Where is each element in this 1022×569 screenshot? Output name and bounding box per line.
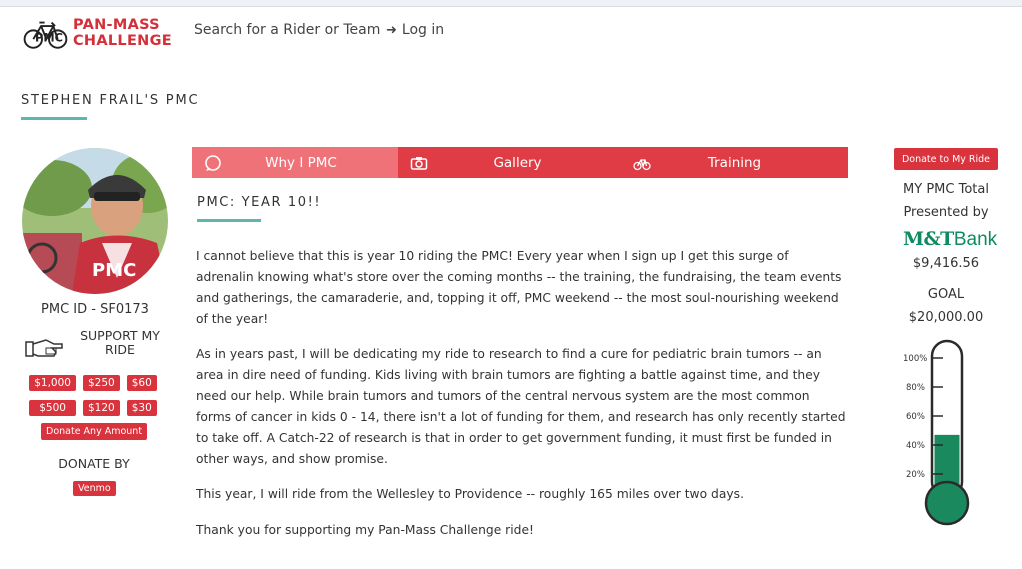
venmo-button[interactable]: Venmo [73, 481, 116, 496]
tab-training[interactable] [621, 147, 848, 178]
browser-top-bar [0, 0, 1022, 7]
donate-by-label: DONATE BY [58, 456, 130, 471]
story-paragraph: As in years past, I will be dedicating my ride to research to find a cure for pediatric brain tumors -- an area in dire need of funding. Kids living with brain tumors are fighting a battle against time, and they need our help. While brain tumors and tumors of the central nervous system are the most common forms of cancer in kids 0 - 14, there isn't a lot of funding for them, and research has only recently started to take off. A Catch-22 of research is that in order to get government funding, it must first be funded in other ways, and show promise. [196, 347, 846, 466]
login-label: Log in [401, 22, 445, 38]
page-title: STEPHEN FRAIL'S PMC [21, 93, 200, 108]
story-paragraph: This year, I will ride from the Wellesley to Providence -- roughly 165 miles over two days. [196, 487, 744, 501]
thermometer-bulb [926, 482, 968, 524]
progress-thermometer [895, 335, 985, 535]
svg-text:PMC: PMC [35, 31, 63, 45]
goal-value: $20,000.00 [908, 310, 984, 325]
support-label-2: RIDE [105, 342, 135, 357]
pmc-total-label [885, 178, 1007, 224]
donate-amount-button[interactable]: $1,000 [29, 375, 76, 391]
donation-amounts [30, 375, 156, 416]
donate-amount-button[interactable]: $120 [83, 400, 120, 416]
tab-why-i-pmc[interactable] [192, 147, 398, 178]
pmc-logo[interactable] [22, 12, 172, 54]
pmc-id: PMC ID - SF0173 [41, 302, 149, 317]
logo-line-2: CHALLENGE [72, 33, 172, 49]
jersey-text: PMC [92, 260, 137, 281]
login-icon: ➜ [386, 23, 397, 38]
search-rider-team-link[interactable]: Search for a Rider or Team [194, 22, 381, 38]
tick-label: 40% [906, 441, 925, 451]
tick-label: 80% [906, 383, 925, 393]
tab-gallery[interactable] [398, 147, 621, 178]
support-my-ride [24, 326, 164, 360]
support-label-1: SUPPORT MY [80, 328, 160, 343]
total-line-2: Presented by [903, 205, 989, 220]
story-body [196, 246, 846, 556]
donate-any-amount-button[interactable]: Donate Any Amount [41, 423, 147, 440]
bank-logo-word: Bank [953, 229, 998, 250]
tab-bar [192, 147, 848, 178]
logo-line-1: PAN-MASS [72, 17, 160, 33]
donate-to-my-ride-button[interactable]: Donate to My Ride [894, 148, 998, 170]
tick-label: 60% [906, 412, 925, 422]
story-title: PMC: YEAR 10!! [197, 195, 322, 210]
story-title-underline [197, 219, 261, 222]
story-paragraph: Thank you for supporting my Pan-Mass Challenge ride! [196, 523, 534, 537]
tab-label: Training [707, 154, 762, 171]
donate-amount-button[interactable]: $30 [127, 400, 157, 416]
tab-label: Gallery [493, 154, 542, 171]
tick-label: 100% [903, 354, 928, 364]
mt-bank-logo [903, 228, 997, 251]
tick-label: 20% [906, 470, 925, 480]
total-line-1: MY PMC Total [903, 182, 989, 197]
bicycle-logo-icon [22, 13, 69, 53]
rider-photo [22, 148, 168, 294]
login-link[interactable] [386, 22, 444, 38]
donate-amount-button[interactable]: $60 [127, 375, 157, 391]
amount-raised: $9,416.56 [912, 256, 980, 271]
rider-avatar [22, 148, 168, 294]
donate-amount-button[interactable]: $250 [83, 375, 120, 391]
donate-hand-icon [24, 334, 64, 360]
bank-logo-mark: M&T [903, 228, 954, 250]
title-underline [21, 117, 87, 120]
goal-label: GOAL [927, 287, 965, 302]
donate-amount-button[interactable]: $500 [29, 400, 76, 416]
story-paragraph: I cannot believe that this is year 10 riding the PMC! Every year when I sign up I get this surge of adrenalin knowing what's store over the coming months -- the training, the fundraising, the team events and gatherings, the camaraderie, and, topping it off, PMC weekend -- the most soul-nourishing weekend of the year! [196, 249, 842, 326]
tab-label: Why I PMC [265, 154, 337, 171]
